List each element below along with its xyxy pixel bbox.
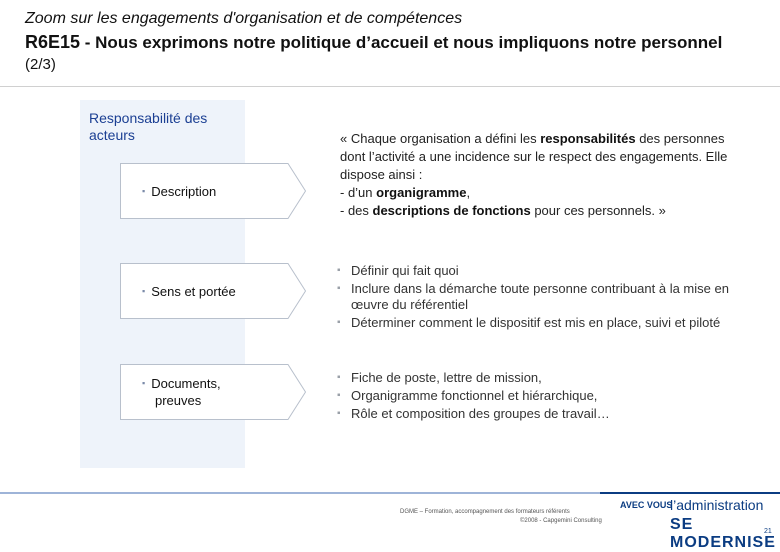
row-sens-portee-label — [142, 284, 236, 301]
sens-portee-list — [337, 263, 757, 333]
brand-se-modernise: SE MODERNISE — [670, 516, 776, 551]
list-item: ▪ Inclure dans la démarche toute personne contribuant à la mise en œuvre du référentiel — [337, 281, 757, 313]
list-item: ▪ Rôle et composition des groupes de travail… — [337, 406, 757, 422]
description-quote — [340, 130, 750, 220]
list-item: ▪ Organigramme fonctionnel et hiérarchique, — [337, 388, 757, 404]
quote-text: - d’un — [340, 185, 377, 200]
row-documents-preuves — [120, 364, 306, 420]
footer-divider — [0, 492, 600, 494]
quote-line-3 — [340, 202, 750, 220]
quote-text: - des — [340, 203, 373, 218]
bullet-icon: ▪ — [142, 286, 146, 296]
row-sens-portee — [120, 263, 306, 319]
header-subtitle: Zoom sur les engagements d'organisation et de compétences — [25, 10, 463, 27]
list-item: ▪ Déterminer comment le dispositif est mis en place, suivi et piloté — [337, 315, 757, 331]
quote-line-1 — [340, 130, 750, 184]
quote-bold: responsabilités — [540, 131, 636, 146]
quote-bold: organigramme — [376, 185, 467, 200]
quote-text: pour ces personnels. » — [530, 203, 666, 218]
page-title — [25, 32, 722, 53]
quote-text: , — [466, 185, 471, 200]
header-divider — [0, 86, 780, 87]
bullet-icon: ▪ — [142, 378, 146, 388]
row-description — [120, 163, 306, 219]
row-label-text: Description — [151, 184, 217, 199]
footer-line-1: DGME – Formation, accompagnement des formateurs référents — [400, 509, 570, 515]
quote-line-2 — [340, 184, 750, 202]
brand-administration: l’administration — [670, 497, 764, 513]
side-panel-title: Responsabilité des acteurs — [89, 110, 208, 143]
brand-avec-vous: AVEC VOUS — [620, 500, 673, 510]
title-text: - Nous exprimons notre politique d’accueil et nous impliquons notre personnel — [80, 33, 723, 52]
bullet-icon: ▪ — [142, 186, 146, 196]
quote-bold: descriptions de fonctions — [372, 203, 531, 218]
row-label-line1: Documents, — [151, 376, 221, 391]
footer-line-2: ©2008 - Capgemini Consulting — [520, 518, 602, 524]
page-indicator: (2/3) — [25, 56, 56, 73]
row-description-label — [142, 184, 216, 201]
quote-text: des personnes dont l’activité a une incidence sur le respect des engagements. Elle dispose ainsi : — [340, 131, 728, 182]
list-item: ▪ Définir qui fait quoi — [337, 263, 757, 279]
quote-text: « Chaque organisation a défini les — [340, 131, 541, 146]
row-label-line2: preuves — [155, 393, 202, 408]
row-documents-label — [142, 376, 221, 409]
row-label-text: Sens et portée — [151, 284, 236, 299]
list-item: ▪ Fiche de poste, lettre de mission, — [337, 370, 757, 386]
footer-credits — [400, 508, 620, 526]
footer-divider-accent — [600, 492, 780, 494]
page-number: 21 — [764, 528, 772, 535]
documents-list — [337, 370, 757, 424]
title-code: R6E15 — [25, 32, 81, 52]
